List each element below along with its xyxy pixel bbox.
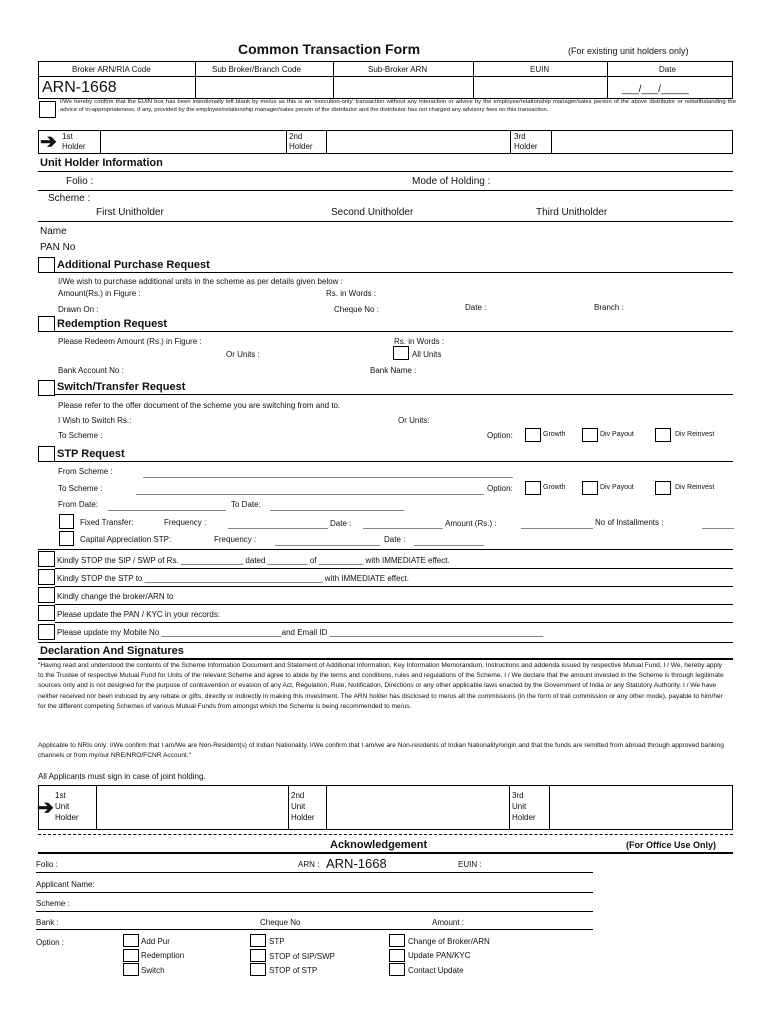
broker-col-sep-4 xyxy=(607,61,608,99)
form-subtitle: (For existing unit holders only) xyxy=(568,46,689,56)
date-field[interactable]: ___/___/_____ xyxy=(622,84,689,95)
header-sub-broker-branch: Sub Broker/Branch Code xyxy=(212,65,301,74)
switch-growth-label: Growth xyxy=(543,431,566,438)
ack-option-label: Option : xyxy=(36,938,65,947)
switch-units-label: Or Units: xyxy=(398,416,430,425)
change-broker-checkbox[interactable] xyxy=(38,587,55,603)
ack-change-broker-label: Change of Broker/ARN xyxy=(408,937,490,946)
ack-scheme-label: Scheme : xyxy=(36,899,70,908)
ack-scheme-rule xyxy=(36,911,593,912)
fixed-transfer-checkbox[interactable] xyxy=(59,514,74,529)
fixed-amount-line[interactable] xyxy=(521,528,593,529)
declaration-rule xyxy=(38,658,733,660)
ack-stp-label: STP xyxy=(269,937,285,946)
capital-frequency-label: Frequency : xyxy=(214,535,257,544)
fixed-amount-label: Amount (Rs.) : xyxy=(445,519,497,528)
unitholder-columns-rule xyxy=(38,221,733,222)
capital-stp-label: Capital Appreciation STP: xyxy=(80,535,172,544)
nri-paragraph: Applicable to NRIs only: I/We confirm that I am/We are Non-Resident(s) of Indian Nationality. I/We confirm that I am/we are Non-residents of Indian Nationality/origin and that the funds are remitted from abroad through approved banking channels or from my/our NRE/NRO/FCNR Account." xyxy=(38,742,724,760)
ack-contact-update-label: Contact Update xyxy=(408,966,464,975)
third-unit-holder-label: 3rd Unit Holder xyxy=(512,791,536,822)
signature-sep-2 xyxy=(288,785,289,830)
ack-redemption-checkbox[interactable] xyxy=(123,949,139,962)
stp-div-reinvest-checkbox[interactable] xyxy=(655,481,671,495)
first-unit-holder-label: 1st Unit Holder xyxy=(55,791,79,822)
ack-contact-update-checkbox[interactable] xyxy=(389,963,405,976)
stop-stp-checkbox[interactable] xyxy=(38,569,55,585)
stop-stp-text: Kindly STOP the STP to ________________________________________ with IMMEDIATE effect. xyxy=(57,574,409,583)
all-units-label: All Units xyxy=(412,350,442,359)
stop-sip-checkbox[interactable] xyxy=(38,551,55,567)
ack-switch-checkbox[interactable] xyxy=(123,963,139,976)
holder-row-sep-4 xyxy=(510,130,511,154)
ack-folio-label: Folio : xyxy=(36,860,58,869)
stp-growth-checkbox[interactable] xyxy=(525,481,541,495)
branch-label: Branch : xyxy=(594,303,624,312)
second-signature-box[interactable] xyxy=(327,786,508,829)
switch-refer-text: Please refer to the offer document of the scheme you are switching from and to. xyxy=(58,401,341,410)
third-unitholder-label: Third Unitholder xyxy=(536,207,608,218)
switch-option-label: Option: xyxy=(487,431,513,440)
second-holder-label: 2nd Holder xyxy=(289,132,313,151)
redeem-words-label: Rs. in Words : xyxy=(394,337,445,346)
ack-applicant-rule xyxy=(36,892,593,893)
switch-div-payout-label: Div Payout xyxy=(600,431,634,438)
redemption-rule xyxy=(55,331,733,332)
euin-declaration-text: I/We hereby confirm that the EUIN box has been intentionally left blank by me/us as this is an 'execution-only' transaction without any interaction or advice by the employee/relationship manager/sales person of the above distributor or notwithstanding the advice of in-appropriateness, if any, provided by the employee/relationship manager/sales person of the distributor and the distributor has not charged any advisory fees on this transaction. xyxy=(60,99,736,113)
ack-add-pur-label: Add Pur xyxy=(141,937,170,946)
euin-declaration-checkbox[interactable] xyxy=(39,101,56,118)
switch-growth-checkbox[interactable] xyxy=(525,428,541,442)
change-broker-rule xyxy=(55,604,733,605)
redeem-units-label: Or Units : xyxy=(226,350,260,359)
ack-applicant-name-label: Applicant Name: xyxy=(36,880,95,889)
switch-rule xyxy=(55,394,733,395)
switch-heading: Switch/Transfer Request xyxy=(57,381,186,393)
switch-div-payout-checkbox[interactable] xyxy=(582,428,598,442)
capital-date-line[interactable] xyxy=(414,545,484,546)
switch-checkbox[interactable] xyxy=(38,380,55,396)
third-holder-sign-box[interactable] xyxy=(552,131,732,153)
header-sub-broker-arn: Sub-Broker ARN xyxy=(368,65,428,74)
installments-line[interactable] xyxy=(702,528,734,529)
ack-stop-sip-swp-label: STOP of SIP/SWP xyxy=(269,952,335,961)
stp-to-scheme-label: To Scheme : xyxy=(58,484,103,493)
signature-sep-4 xyxy=(509,785,510,830)
second-unitholder-label: Second Unitholder xyxy=(331,207,414,218)
redeem-amount-label: Please Redeem Amount (Rs.) in Figure : xyxy=(58,337,202,346)
stop-sip-text: Kindly STOP the SIP / SWP of Rs. ______________ dated _________ of __________ with IMMEDIATE effect. xyxy=(57,556,450,565)
wish-to-switch-label: I Wish to Switch Rs.: xyxy=(58,416,132,425)
ack-bank-rule xyxy=(36,929,593,930)
arrow-right-icon: ➔ xyxy=(37,797,54,819)
stop-sip-rule xyxy=(55,568,733,569)
stp-option-label: Option: xyxy=(487,484,513,493)
ack-change-broker-checkbox[interactable] xyxy=(389,934,405,947)
stop-stp-rule xyxy=(55,586,733,587)
arn-code-value[interactable]: ARN-1668 xyxy=(42,79,117,96)
update-pan-text: Please update the PAN / KYC in your records: xyxy=(57,610,221,619)
third-holder-label: 3rd Holder xyxy=(514,132,538,151)
mode-of-holding-label: Mode of Holding : xyxy=(412,176,491,187)
ack-stp-checkbox[interactable] xyxy=(250,934,266,947)
header-broker-arn: Broker ARN/RIA Code xyxy=(72,65,151,74)
additional-purchase-rule xyxy=(55,272,733,273)
unit-holder-rule xyxy=(38,171,733,172)
ack-amount-label: Amount : xyxy=(432,918,465,927)
ack-update-pan-checkbox[interactable] xyxy=(389,949,405,962)
switch-to-scheme-label: To Scheme : xyxy=(58,431,103,440)
stp-to-date-label: To Date: xyxy=(231,500,261,509)
update-pan-rule xyxy=(55,622,733,623)
ack-euin-label: EUIN : xyxy=(458,860,482,869)
acknowledgement-heading: Acknowledgement xyxy=(330,839,428,851)
first-unitholder-label: First Unitholder xyxy=(96,207,164,218)
ack-redemption-label: Redemption xyxy=(141,951,185,960)
stp-to-date-line[interactable] xyxy=(270,510,404,511)
stp-checkbox[interactable] xyxy=(38,446,55,462)
update-mobile-rule xyxy=(38,642,733,643)
capital-stp-checkbox[interactable] xyxy=(59,531,74,546)
bank-name-label: Bank Name : xyxy=(370,366,417,375)
all-units-checkbox[interactable] xyxy=(393,346,409,360)
stp-from-scheme-line[interactable] xyxy=(143,477,513,478)
all-applicants-sign-note: All Applicants must sign in case of joint holding. xyxy=(38,772,206,781)
stp-from-date-line[interactable] xyxy=(108,510,226,511)
ack-stop-stp-label: STOP of STP xyxy=(269,966,318,975)
switch-div-reinvest-checkbox[interactable] xyxy=(655,428,671,442)
header-date: Date xyxy=(659,65,676,74)
first-holder-sign-box[interactable] xyxy=(101,131,285,153)
stp-growth-label: Growth xyxy=(543,484,566,491)
fixed-date-label: Date : xyxy=(330,519,352,528)
first-signature-box[interactable] xyxy=(97,786,287,829)
purchase-intro: I/We wish to purchase additional units in the scheme as per details given below : xyxy=(58,277,343,286)
broker-col-sep-2 xyxy=(333,61,334,99)
broker-table-divider xyxy=(38,76,733,77)
redemption-checkbox[interactable] xyxy=(38,316,55,332)
scheme-label: Scheme : xyxy=(48,193,91,204)
pan-label: PAN No xyxy=(40,242,76,253)
stp-div-payout-checkbox[interactable] xyxy=(582,481,598,495)
arrow-right-icon: ➔ xyxy=(40,131,57,153)
ack-update-pan-label: Update PAN/KYC xyxy=(408,951,471,960)
acknowledgement-rule xyxy=(38,852,733,854)
update-mobile-checkbox[interactable] xyxy=(38,624,55,640)
stp-div-reinvest-label: Div Reinvest xyxy=(675,484,715,491)
drawn-on-label: Drawn On : xyxy=(58,305,99,314)
broker-col-sep-3 xyxy=(473,61,474,99)
second-holder-sign-box[interactable] xyxy=(327,131,509,153)
ack-switch-label: Switch xyxy=(141,966,165,975)
update-mobile-text: Please update my Mobile No ___________________________and Email ID ________________________________________________ xyxy=(57,628,544,637)
ack-add-pur-checkbox[interactable] xyxy=(123,934,139,947)
second-unit-holder-label: 2nd Unit Holder xyxy=(291,791,315,822)
ack-arn-value[interactable]: ARN-1668 xyxy=(326,856,387,871)
ack-stop-stp-checkbox[interactable] xyxy=(250,963,266,976)
declaration-paragraph: "Having read and understood the contents of the Scheme Information Document and Statement of Additional Information, Key Information Memorandum, Instructions and addenda issued by respective Mutual Fund, I / We, hereby apply to the Trustee of respective Mutual Fund for Units of the relevant Scheme and agree to abide by the terms and conditions, rules and regulations of the Scheme. I / We declare that the amount invested in the Scheme is through legitimate sources only and is not designed for the purpose of contravention or evasion of any Act, Regulation, Rule, Notification, Directions or any other applicable laws enacted by the Government of India or any Statutory Authority. I / We have neither received nor been induced by any rebate or gifts, directly or indirectly in making this investment. The ARN holder has disclosed to me/us all the commissions (in the form of trail commission or any other mode), payable to him/her for the different competing Schemes of various Mutual Funds from amongst which the Scheme is being recommended to me/us. xyxy=(38,662,724,710)
switch-div-reinvest-label: Div Reinvest xyxy=(675,431,715,438)
holder-row-sep-2 xyxy=(286,130,287,154)
office-use-label: (For Office Use Only) xyxy=(626,840,717,850)
change-broker-text: Kindly change the broker/ARN to xyxy=(57,592,174,601)
ack-folio-rule xyxy=(36,872,593,873)
purchase-date-label: Date : xyxy=(465,303,487,312)
ack-bank-label: Bank : xyxy=(36,918,59,927)
form-title: Common Transaction Form xyxy=(238,41,421,57)
folio-rule xyxy=(38,190,733,191)
cut-line xyxy=(38,834,733,835)
capital-date-label: Date : xyxy=(384,535,406,544)
stp-heading: STP Request xyxy=(57,448,125,460)
fixed-frequency-line[interactable] xyxy=(228,528,328,529)
declaration-heading: Declaration And Signatures xyxy=(40,645,184,657)
name-label: Name xyxy=(40,226,67,237)
bank-account-label: Bank Account No : xyxy=(58,366,124,375)
folio-label: Folio : xyxy=(66,176,94,187)
fixed-frequency-label: Frequency : xyxy=(164,518,207,527)
broker-col-sep-1 xyxy=(195,61,196,99)
header-euin: EUIN xyxy=(530,65,550,74)
redemption-heading: Redemption Request xyxy=(57,318,168,330)
purchase-amount-label: Amount(Rs.) in Figure : xyxy=(58,289,141,298)
fixed-date-line[interactable] xyxy=(363,528,443,529)
stp-from-scheme-label: From Scheme : xyxy=(58,467,113,476)
stp-from-date-label: From Date: xyxy=(58,500,99,509)
additional-purchase-heading: Additional Purchase Request xyxy=(57,259,210,271)
ack-cheque-no-label: Cheque No xyxy=(260,918,301,927)
stp-rule xyxy=(55,461,733,462)
purchase-words-label: Rs. in Words : xyxy=(326,289,377,298)
installments-label: No of Installments : xyxy=(595,518,664,527)
third-signature-box[interactable] xyxy=(550,786,732,829)
requests-top-rule xyxy=(38,549,733,550)
first-holder-label: 1st Holder xyxy=(62,132,86,151)
capital-frequency-line[interactable] xyxy=(275,545,380,546)
additional-purchase-checkbox[interactable] xyxy=(38,257,55,273)
stp-to-scheme-line[interactable] xyxy=(136,494,484,495)
ack-stop-sip-swp-checkbox[interactable] xyxy=(250,949,266,962)
fixed-transfer-label: Fixed Transfer: xyxy=(80,518,134,527)
ack-arn-label: ARN : xyxy=(298,860,320,869)
cheque-no-label: Cheque No : xyxy=(334,305,379,314)
stp-div-payout-label: Div Payout xyxy=(600,484,634,491)
update-pan-checkbox[interactable] xyxy=(38,605,55,621)
unit-holder-heading: Unit Holder Information xyxy=(40,157,163,169)
